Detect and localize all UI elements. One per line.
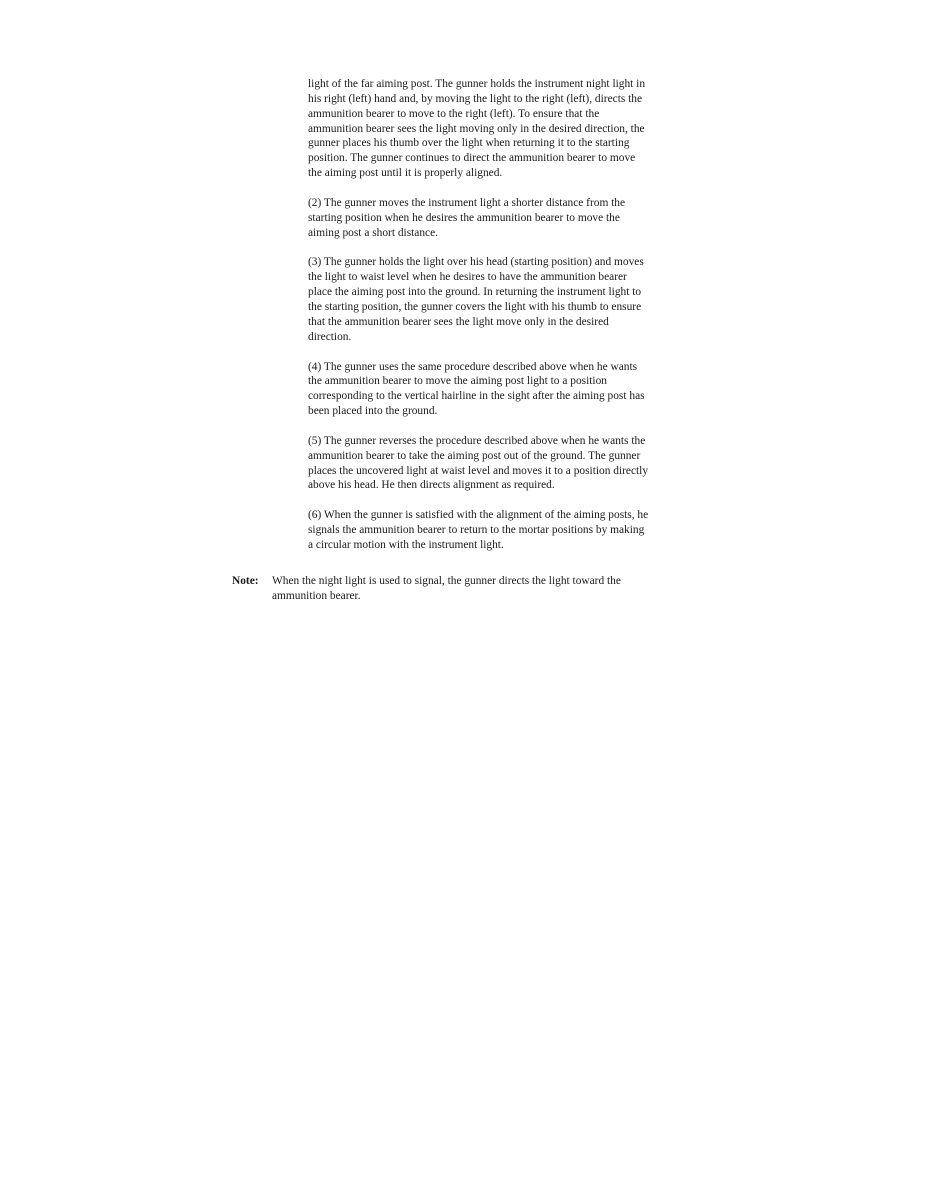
note-label: Note: — [232, 575, 259, 587]
text-line: ammunition bearer sees the light moving only in the desired direction, the — [308, 122, 645, 135]
text-line: (6) When the gunner is satisfied with the alignment of the aiming posts, he — [308, 509, 649, 522]
text-line: (5) The gunner reverses the procedure described above when he wants the — [308, 434, 646, 447]
text-line: position. The gunner continues to direct the ammunition bearer to move — [308, 152, 636, 165]
text-line: (2) The gunner moves the instrument light a shorter distance from the — [308, 196, 626, 209]
text-line: the light to waist level when he desires to have the ammunition bearer — [308, 271, 627, 284]
paragraph-continued — [308, 77, 700, 181]
text-line: direction. — [308, 330, 352, 343]
text-line: starting position when he desires the ammunition bearer to move the — [308, 211, 620, 224]
text-line: that the ammunition bearer sees the light move only in the desired — [308, 315, 609, 328]
paragraph-6 — [308, 508, 700, 553]
text-line: above his head. He then directs alignment as required. — [308, 479, 555, 492]
text-line: the ammunition bearer to move the aiming post light to a position — [308, 375, 607, 388]
text-line: gunner places his thumb over the light when returning it to the starting — [308, 137, 630, 150]
paragraph-2 — [308, 196, 700, 241]
text-line: ammunition bearer to move to the right (left). To ensure that the — [308, 107, 600, 120]
text-line: been placed into the ground. — [308, 405, 438, 418]
paragraph-5 — [308, 434, 700, 493]
paragraph-3 — [308, 255, 700, 344]
text-line: (4) The gunner uses the same procedure described above when he wants — [308, 360, 638, 373]
text-line: the aiming post until it is properly aligned. — [308, 167, 503, 180]
text-line: the starting position, the gunner covers the light with his thumb to ensure — [308, 300, 642, 313]
text-line: places the uncovered light at waist level and moves it to a position directly — [308, 464, 649, 477]
body-text — [308, 77, 700, 568]
text-line: ammunition bearer. — [272, 589, 361, 602]
text-line: ammunition bearer to take the aiming post out of the ground. The gunner — [308, 449, 641, 462]
text-line: a circular motion with the instrument light. — [308, 538, 504, 551]
text-line: place the aiming post into the ground. In returning the instrument light to — [308, 286, 642, 299]
paragraph-4 — [308, 360, 700, 419]
note-text — [272, 574, 621, 604]
text-line: his right (left) hand and, by moving the light to the right (left), directs the — [308, 92, 643, 105]
text-line: aiming post a short distance. — [308, 226, 439, 239]
text-line: corresponding to the vertical hairline in the sight after the aiming post has — [308, 390, 645, 403]
text-line: light of the far aiming post. The gunner holds the instrument night light in — [308, 78, 646, 90]
text-line: signals the ammunition bearer to return to the mortar positions by making — [308, 524, 645, 537]
text-line: When the night light is used to signal, the gunner directs the light toward the — [272, 575, 621, 587]
text-line: (3) The gunner holds the light over his head (starting position) and moves — [308, 256, 644, 269]
